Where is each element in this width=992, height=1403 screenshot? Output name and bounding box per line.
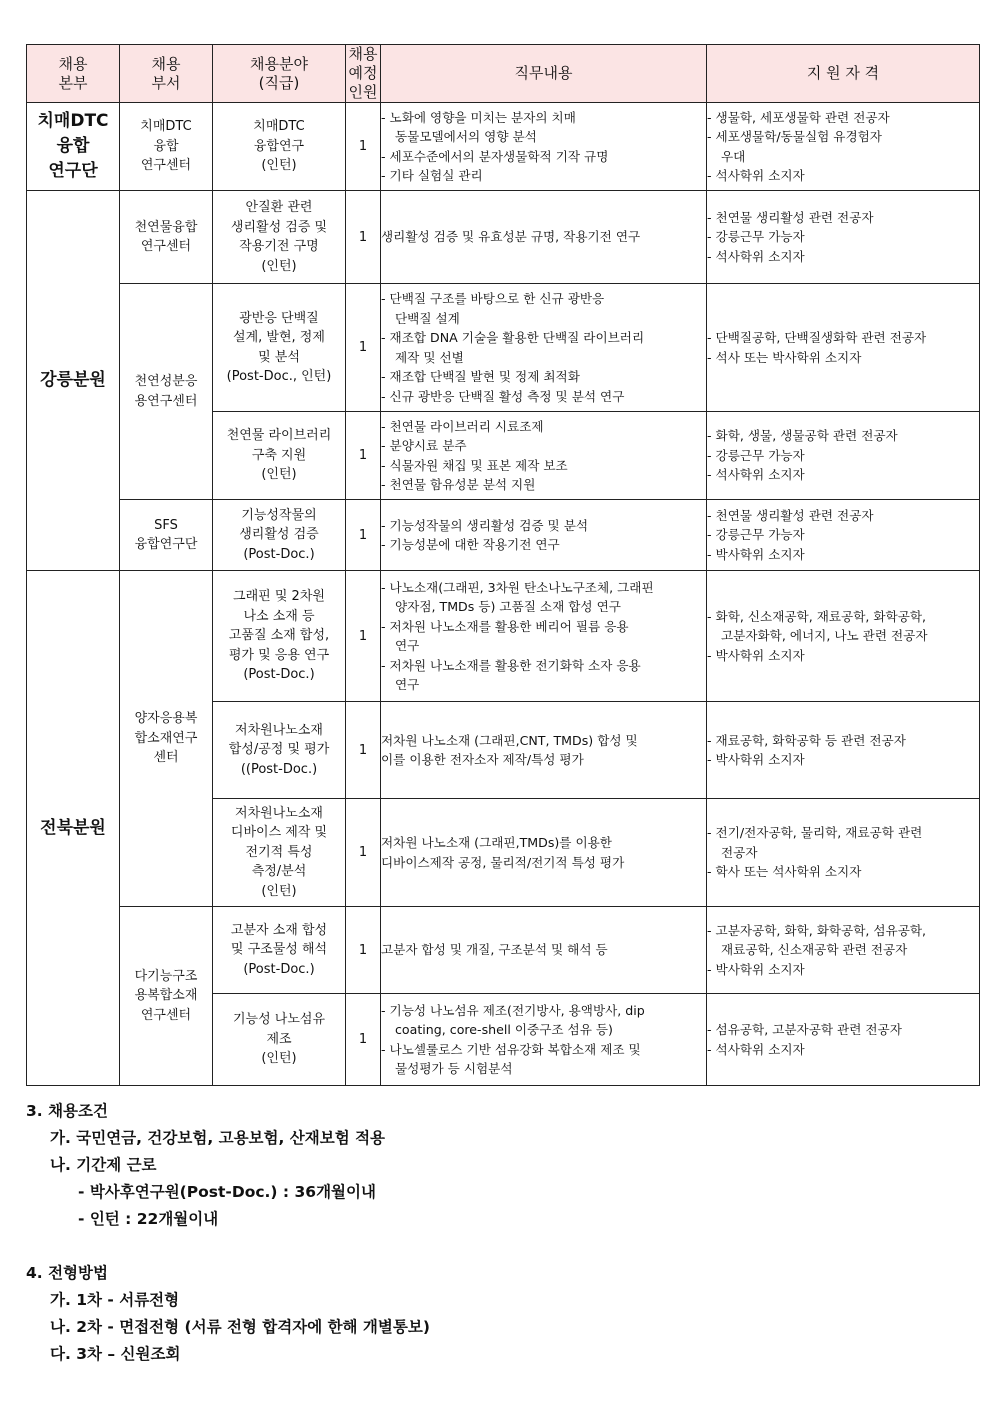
header-quals: 지 원 자 격 — [707, 45, 980, 103]
list-item: - 식물자원 채집 및 표본 제작 보조 — [381, 457, 568, 473]
list-item: - 재료공학, 화학공학 등 관련 전공자 — [707, 732, 906, 748]
list-item-continuation: 양자점, TMDs 등) 고품질 소재 합성 연구 — [395, 599, 621, 614]
list-item: - 강릉근무 가능자 — [707, 229, 805, 245]
list-item: - 석사학위 소지자 — [707, 1041, 805, 1057]
selection-step2: 나. 2차 - 면접전형 (서류 전형 합격자에 한해 개별통보) — [50, 1318, 430, 1336]
list-item: - 기능성 나노섬유 제조(전기방사, 용액방사, dip — [381, 1002, 645, 1018]
duties-cell — [381, 994, 707, 1086]
quals-cell — [707, 500, 980, 571]
dept-dtc-center: 치매DTC 융합 연구센터 — [120, 103, 213, 191]
quals-cell — [707, 799, 980, 907]
field-cell: 기능성 나노섬유 제조 (인턴) — [213, 994, 346, 1086]
list-item-continuation: 재료공학, 신소재공학 관련 전공자 — [721, 942, 908, 958]
table-row — [27, 907, 980, 994]
header-count: 채용 예정 인원 — [346, 45, 381, 103]
list-item: - 저차원 나노소재를 활용한 베리어 필름 응용 — [381, 618, 629, 634]
recruitment-table — [26, 44, 980, 1086]
list-item: - 화학, 생물, 생물공학 관련 전공자 — [707, 428, 898, 444]
table-header-row — [27, 45, 980, 103]
dept-sfs: SFS 융합연구단 — [120, 500, 213, 571]
conditions-item-a: 가. 국민연금, 건강보험, 고용보험, 산재보험 적용 — [50, 1129, 386, 1147]
table-row — [27, 191, 980, 284]
duties-cell — [381, 571, 707, 702]
duties-cell — [381, 191, 707, 284]
list-item: - 박사학위 소지자 — [707, 647, 805, 663]
division-jeonbuk: 전북분원 — [27, 571, 120, 1086]
field-cell: 광반응 단백질 설계, 발현, 정제 및 분석 (Post-Doc., 인턴) — [213, 284, 346, 412]
list-item-continuation: 우대 — [721, 148, 746, 164]
table-row — [27, 284, 980, 412]
duties-cell — [381, 412, 707, 500]
list-item-continuation: 제작 및 선별 — [395, 349, 464, 365]
count-cell: 1 — [346, 103, 381, 191]
division-gangneung: 강릉분원 — [27, 191, 120, 571]
duties-cell — [381, 799, 707, 907]
list-item: - 화학, 신소재공학, 재료공학, 화학공학, — [707, 608, 927, 624]
quals-cell — [707, 412, 980, 500]
field-cell: 그래핀 및 2차원 나소 소재 등 고품질 소재 합성, 평가 및 응용 연구 (Post-Doc.) — [213, 571, 346, 702]
header-division: 채용 본부 — [27, 45, 120, 103]
dept-multifunctional: 다기능구조 용복합소재 연구센터 — [120, 907, 213, 1086]
list-item: - 세포수준에서의 분자생물학적 기작 규명 — [381, 148, 609, 164]
list-item-continuation: 물성평가 등 시험분석 — [395, 1061, 513, 1076]
list-item: - 강릉근무 가능자 — [707, 527, 805, 543]
list-item: - 석사학위 소지자 — [707, 168, 805, 183]
conditions-intern: - 인턴 : 22개월이내 — [78, 1210, 219, 1228]
duties-cell — [381, 284, 707, 412]
quals-cell — [707, 191, 980, 284]
list-item: - 천연물 함유성분 분석 지원 — [381, 477, 536, 492]
list-item-continuation: 연구 — [395, 638, 420, 653]
selection-step1: 가. 1차 - 서류전형 — [50, 1291, 180, 1309]
list-item-continuation: 전공자 — [721, 844, 758, 860]
field-cell: 저차원나노소재 합성/공정 및 평가 ((Post-Doc.) — [213, 702, 346, 799]
list-item: - 전기/전자공학, 물리학, 재료공학 관련 — [707, 825, 923, 841]
header-duties: 직무내용 — [381, 45, 707, 103]
header-dept: 채용 부서 — [120, 45, 213, 103]
list-item: - 기타 실험실 관리 — [381, 168, 483, 183]
list-item: - 섬유공학, 고분자공학 관련 전공자 — [707, 1022, 902, 1037]
count-cell: 1 — [346, 500, 381, 571]
list-item: - 강릉근무 가능자 — [707, 447, 805, 463]
conditions-title: 3. 채용조건 — [26, 1102, 108, 1120]
dept-natural-component: 천연성분응 용연구센터 — [120, 284, 213, 500]
list-item: - 천연물 생리활성 관련 전공자 — [707, 209, 874, 225]
list-item: - 신규 광반응 단백질 활성 측정 및 분석 연구 — [381, 388, 625, 404]
list-item: 고분자 합성 및 개질, 구조분석 및 해석 등 — [381, 942, 608, 958]
list-item: - 기능성작물의 생리활성 검증 및 분석 — [381, 517, 589, 533]
division-dtc: 치매DTC 융합 연구단 — [27, 103, 120, 191]
table-row — [27, 500, 980, 571]
field-cell: 기능성작물의 생리활성 검증 (Post-Doc.) — [213, 500, 346, 571]
list-item: - 나노셀룰로스 기반 섬유강화 복합소재 제조 및 — [381, 1041, 641, 1057]
table-row — [27, 571, 980, 702]
list-item-continuation: 고분자화학, 에너지, 나노 관련 전공자 — [721, 628, 928, 644]
duties-cell — [381, 103, 707, 191]
list-item: - 재조합 단백질 발현 및 정제 최적화 — [381, 369, 580, 384]
count-cell: 1 — [346, 799, 381, 907]
duties-cell — [381, 907, 707, 994]
list-item: - 기능성분에 대한 작용기전 연구 — [381, 537, 560, 552]
dept-natural-product: 천연물융합 연구센터 — [120, 191, 213, 284]
list-item: - 단백질 구조를 바탕으로 한 신규 광반응 — [381, 291, 605, 306]
field-cell: 안질환 관련 생리활성 검증 및 작용기전 구명 (인턴) — [213, 191, 346, 284]
list-item: - 천연물 라이브러리 시료조제 — [381, 418, 544, 434]
list-item: - 저차원 나노소재를 활용한 전기화학 소자 응용 — [381, 657, 641, 673]
list-item: - 나노소재(그래핀, 3차원 탄소나노구조체, 그래핀 — [381, 579, 654, 595]
table-row — [27, 103, 980, 191]
count-cell: 1 — [346, 571, 381, 702]
list-item: - 석사학위 소지자 — [707, 467, 805, 483]
quals-cell — [707, 994, 980, 1086]
list-item: - 고분자공학, 화학, 화학공학, 섬유공학, — [707, 922, 927, 938]
list-item: 이를 이용한 전자소자 제작/특성 평가 — [381, 752, 584, 767]
list-item: - 분양시료 분주 — [381, 438, 467, 453]
duties-cell — [381, 702, 707, 799]
field-cell: 저차원나노소재 디바이스 제작 및 전기적 특성 측정/분석 (인턴) — [213, 799, 346, 907]
field-cell: 고분자 소재 합성 및 구조물성 해석 (Post-Doc.) — [213, 907, 346, 994]
list-item-continuation: coating, core-shell 이중구조 섬유 등) — [395, 1022, 613, 1037]
list-item: - 학사 또는 석사학위 소지자 — [707, 864, 862, 880]
selection-step3: 다. 3차 – 신원조회 — [50, 1345, 181, 1363]
selection-title: 4. 전형방법 — [26, 1264, 108, 1282]
quals-cell — [707, 702, 980, 799]
quals-cell — [707, 907, 980, 994]
list-item: - 석사 또는 박사학위 소지자 — [707, 349, 862, 365]
list-item: - 박사학위 소지자 — [707, 546, 805, 562]
field-cell: 천연물 라이브러리 구축 지원 (인턴) — [213, 412, 346, 500]
list-item: - 노화에 영향을 미치는 분자의 치매 — [381, 109, 576, 125]
list-item: - 생물학, 세포생물학 관련 전공자 — [707, 109, 890, 125]
quals-cell — [707, 103, 980, 191]
list-item: 저차원 나노소재 (그래핀,TMDs)를 이용한 — [381, 835, 612, 850]
list-item: - 박사학위 소지자 — [707, 961, 805, 977]
list-item: - 재조합 DNA 기술을 활용한 단백질 라이브러리 — [381, 330, 645, 345]
field-cell: 치매DTC 융합연구 (인턴) — [213, 103, 346, 191]
list-item: 저차원 나노소재 (그래핀,CNT, TMDs) 합성 및 — [381, 732, 638, 748]
quals-cell — [707, 284, 980, 412]
duties-cell — [381, 500, 707, 571]
count-cell: 1 — [346, 412, 381, 500]
list-item: 디바이스제작 공정, 물리적/전기적 특성 평가 — [381, 854, 625, 870]
list-item-continuation: 단백질 설계 — [395, 310, 460, 326]
quals-cell — [707, 571, 980, 702]
count-cell: 1 — [346, 702, 381, 799]
list-item: - 세포생물학/동물실험 유경험자 — [707, 129, 882, 144]
count-cell: 1 — [346, 191, 381, 284]
count-cell: 1 — [346, 994, 381, 1086]
count-cell: 1 — [346, 907, 381, 994]
list-item: - 박사학위 소지자 — [707, 752, 805, 767]
conditions-postdoc: - 박사후연구원(Post-Doc.) : 36개월이내 — [78, 1183, 376, 1201]
list-item: - 천연물 생리활성 관련 전공자 — [707, 507, 874, 523]
dept-quantum: 양자응용복 합소재연구 센터 — [120, 571, 213, 907]
conditions-item-b: 나. 기간제 근로 — [50, 1156, 157, 1174]
list-item: 생리활성 검증 및 유효성분 규명, 작용기전 연구 — [381, 229, 641, 245]
header-field: 채용분야 (직급) — [213, 45, 346, 103]
list-item: - 단백질공학, 단백질생화학 관련 전공자 — [707, 330, 927, 345]
list-item: - 석사학위 소지자 — [707, 248, 805, 264]
list-item-continuation: 연구 — [395, 677, 420, 692]
list-item-continuation: 동물모델에서의 영향 분석 — [395, 129, 537, 144]
count-cell: 1 — [346, 284, 381, 412]
